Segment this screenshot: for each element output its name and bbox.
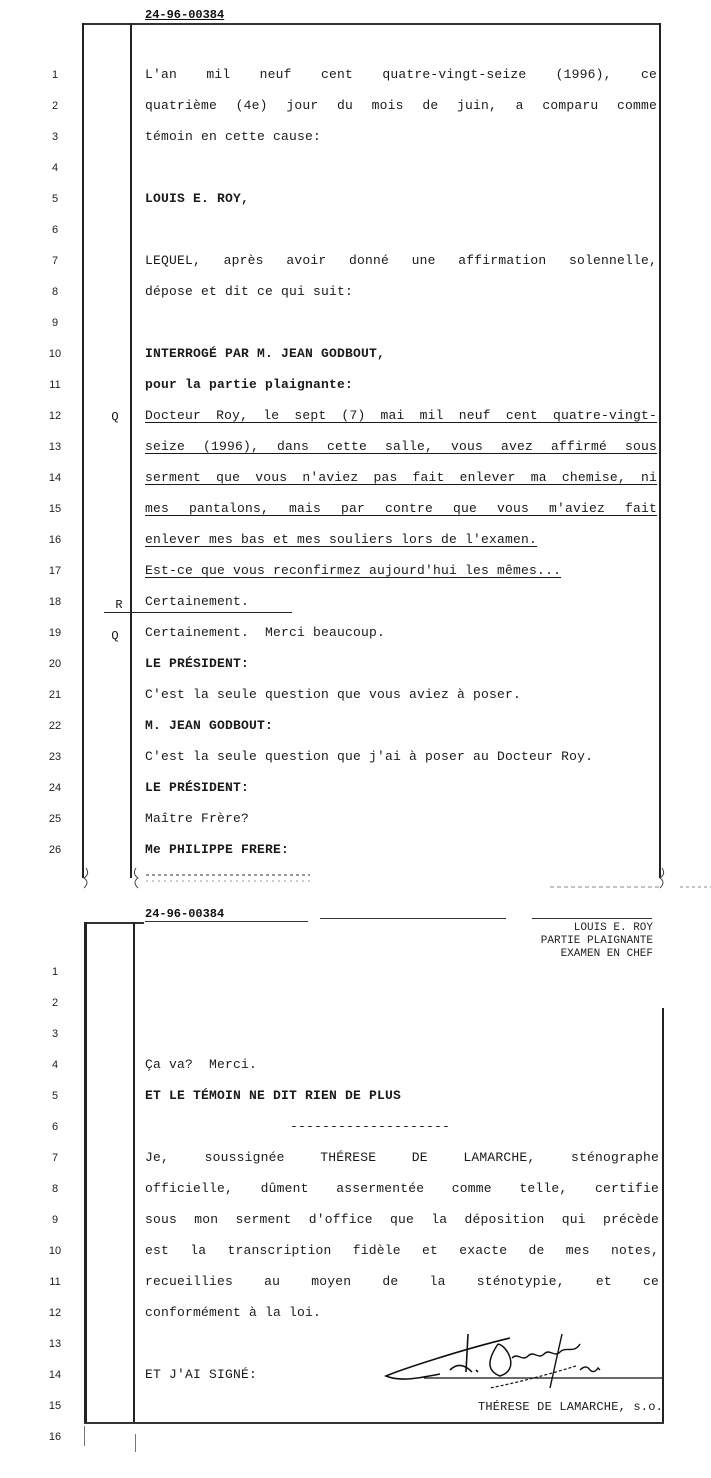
- doc-number-underline: [145, 921, 308, 922]
- page-top-border: [84, 922, 144, 924]
- header-party: PARTIE PLAIGNANTE: [540, 935, 653, 947]
- line-number: 5: [51, 1090, 59, 1102]
- transcript-line: C'est la seule question que j'ai à poser au Docteur Roy.: [145, 749, 594, 764]
- certification-line: Je, soussignée THÉRESE DE LAMARCHE, sténographe: [145, 1150, 659, 1165]
- closing-statement: ET LE TÉMOIN NE DIT RIEN DE PLUS: [145, 1088, 402, 1103]
- line-number: 7: [51, 1152, 59, 1164]
- line-number: 13: [48, 1338, 62, 1350]
- line-number: 12: [48, 410, 62, 422]
- line-number: 14: [48, 1369, 62, 1381]
- transcript-line: LEQUEL, après avoir donné une affirmation solennelle,: [145, 253, 657, 268]
- line-number: 3: [51, 131, 59, 143]
- line-number: 1: [51, 69, 59, 81]
- line-number: 23: [48, 751, 62, 763]
- margin-line: [130, 23, 132, 878]
- transcript-line: témoin en cette cause:: [145, 129, 322, 144]
- speaker-heading: Me PHILIPPE FRERE:: [145, 842, 290, 857]
- line-number: 3: [51, 1028, 59, 1040]
- line-number: 16: [48, 534, 62, 546]
- page-right-border: [662, 1008, 664, 1424]
- transcript-line: L'an mil neuf cent quatre-vingt-seize (1996), ce: [145, 67, 657, 82]
- page-header: [453, 922, 653, 961]
- line-number: 26: [48, 844, 62, 856]
- line-number: 2: [51, 997, 59, 1009]
- line-number: 2: [51, 100, 59, 112]
- page-bottom-border: [84, 1422, 664, 1424]
- line-number: 4: [51, 162, 59, 174]
- transcript-line: quatrième (4e) jour du mois de juin, a comparu comme: [145, 98, 657, 113]
- page-left-border: [84, 922, 87, 1424]
- reporter-name: THÉRESE DE LAMARCHE, s.o.: [477, 1400, 663, 1414]
- line-number: 12: [48, 1307, 62, 1319]
- line-number: 24: [48, 782, 62, 794]
- line-number: 11: [49, 379, 61, 391]
- line-number: 5: [51, 193, 59, 205]
- separator-line: --------------------: [290, 1119, 451, 1134]
- line-number: 13: [48, 441, 62, 453]
- line-number: 9: [51, 317, 59, 329]
- transcript-line: dépose et dit ce qui suit:: [145, 284, 354, 299]
- certification-line: conformément à la loi.: [145, 1305, 322, 1320]
- line-number: 17: [48, 565, 62, 577]
- speaker-heading: LE PRÉSIDENT:: [145, 780, 250, 795]
- line-number: 21: [48, 689, 62, 701]
- line-number: 14: [48, 472, 62, 484]
- line-number: 20: [48, 658, 62, 670]
- line-number: 9: [51, 1214, 59, 1226]
- transcript-line: mes pantalons, mais par contre que vous m'aviez fait: [145, 501, 657, 516]
- transcript-line: enlever mes bas et mes souliers lors de l'examen.: [145, 532, 538, 547]
- witness-name: LOUIS E. ROY,: [145, 191, 250, 206]
- header-rule: [320, 918, 506, 919]
- answer-marker: R: [115, 598, 123, 612]
- line-number: 19: [48, 627, 62, 639]
- header-witness: LOUIS E. ROY: [573, 922, 653, 934]
- margin-line: [133, 922, 135, 1424]
- speaker-heading: LE PRÉSIDENT:: [145, 656, 250, 671]
- page-left-border-continuation: [84, 1426, 85, 1446]
- transcript-line: Maître Frère?: [145, 811, 250, 826]
- document-number: 24-96-00384: [145, 8, 225, 22]
- document-number: 24-96-00384: [145, 907, 225, 921]
- page-cut-artifact: [80, 866, 711, 890]
- transcript-line: seize (1996), dans cette salle, vous avez affirmé sous: [145, 439, 657, 454]
- question-marker: Q: [111, 629, 119, 643]
- line-number: 10: [48, 1245, 62, 1257]
- line-number: 6: [51, 1121, 59, 1133]
- header-rule: [532, 918, 652, 919]
- answer-underline: [104, 612, 292, 613]
- transcript-line: Certainement.: [145, 594, 250, 609]
- question-marker: Q: [111, 410, 119, 424]
- certification-line: sous mon serment d'office que la déposition qui précède: [145, 1212, 659, 1227]
- certification-line: est la transcription fidèle et exacte de mes notes,: [145, 1243, 659, 1258]
- line-number: 4: [51, 1059, 59, 1071]
- line-number: 18: [48, 596, 62, 608]
- header-exam-type: EXAMEN EN CHEF: [560, 948, 653, 960]
- line-number: 1: [51, 966, 59, 978]
- line-number: 15: [48, 503, 62, 515]
- transcript-line: Ça va? Merci.: [145, 1057, 258, 1072]
- examiner-party: pour la partie plaignante:: [145, 377, 354, 392]
- transcript-line: serment que vous n'aviez pas fait enlever ma chemise, ni: [145, 470, 657, 485]
- margin-line-continuation: [135, 1434, 136, 1452]
- certification-line: officielle, dûment assermentée comme telle, certifie: [145, 1181, 659, 1196]
- transcript-line: Docteur Roy, le sept (7) mai mil neuf cent quatre-vingt-: [145, 408, 657, 423]
- transcript-line: C'est la seule question que vous aviez à poser.: [145, 687, 522, 702]
- line-number: 15: [48, 1400, 62, 1412]
- certification-line: recueillies au moyen de la sténotypie, et ce: [145, 1274, 659, 1289]
- transcript-line: Certainement. Merci beaucoup.: [145, 625, 386, 640]
- transcript-line: Est-ce que vous reconfirmez aujourd'hui les mêmes...: [145, 563, 562, 578]
- line-number: 11: [49, 1276, 61, 1288]
- line-number: 8: [51, 1183, 59, 1195]
- line-number: 6: [51, 224, 59, 236]
- line-number: 8: [51, 286, 59, 298]
- page-right-border: [659, 23, 661, 878]
- signature-image: [380, 1330, 662, 1390]
- signature-label: ET J'AI SIGNÉ:: [145, 1367, 258, 1382]
- line-number: 25: [48, 813, 62, 825]
- examiner-heading: INTERROGÉ PAR M. JEAN GODBOUT,: [145, 346, 386, 361]
- line-number: 10: [48, 348, 62, 360]
- speaker-heading: M. JEAN GODBOUT:: [145, 718, 274, 733]
- page-top-border: [82, 23, 660, 25]
- line-number: 16: [48, 1431, 62, 1443]
- line-number: 22: [48, 720, 62, 732]
- line-number: 7: [51, 255, 59, 267]
- page-left-border: [82, 23, 84, 878]
